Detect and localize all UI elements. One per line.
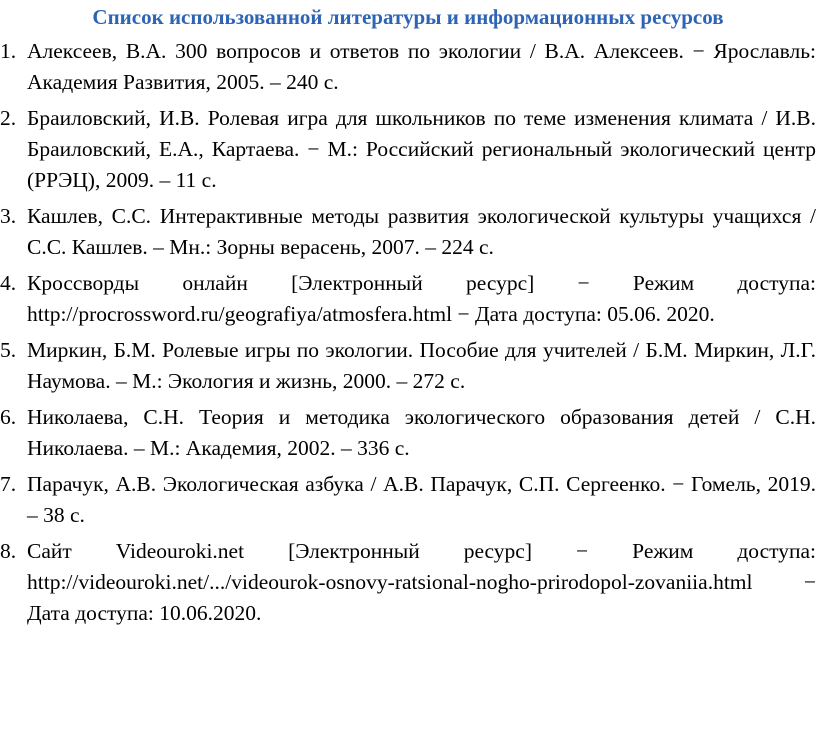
item-number: 4. bbox=[0, 271, 17, 295]
item-number: 1. bbox=[0, 39, 17, 63]
item-text: Браиловский, И.В. Ролевая игра для школьников по теме изменения климата / И.В. Браиловский, Е.А., Картаева. − М.: Российский региональный экологический центр (РРЭЦ), 2009. – 11 с. bbox=[27, 106, 816, 192]
list-item bbox=[0, 36, 816, 98]
list-item bbox=[0, 469, 816, 531]
list-item bbox=[0, 268, 816, 330]
item-text: Кашлев, С.С. Интерактивные методы развития экологической культуры учащихся / С.С. Кашлев. – Мн.: Зорны верасень, 2007. – 224 с. bbox=[27, 204, 816, 259]
item-number: 5. bbox=[0, 338, 17, 362]
item-text: Миркин, Б.М. Ролевые игры по экологии. Пособие для учителей / Б.М. Миркин, Л.Г. Наумова. – М.: Экология и жизнь, 2000. – 272 с. bbox=[27, 338, 816, 393]
list-item bbox=[0, 536, 816, 629]
item-number: 2. bbox=[0, 106, 17, 130]
reference-list bbox=[0, 36, 816, 634]
item-text: Сайт Videouroki.net [Электронный ресурс] − Режим доступа: http://videouroki.net/.../videourok-osnovy-ratsional-nogho-prirodopol-zovaniia.html − Дата доступа: 10.06.2020. bbox=[27, 539, 816, 625]
item-text: Парачук, А.В. Экологическая азбука / А.В. Парачук, С.П. Сергеенко. − Гомель, 2019. – 38 с. bbox=[27, 472, 816, 527]
item-number: 6. bbox=[0, 405, 17, 429]
item-number: 7. bbox=[0, 472, 17, 496]
list-item bbox=[0, 103, 816, 196]
page-title: Список использованной литературы и информационных ресурсов bbox=[92, 5, 724, 29]
item-text: Кроссворды онлайн [Электронный ресурс] − Режим доступа: http://procrossword.ru/geografiya/atmosfera.html − Дата доступа: 05.06. 2020. bbox=[27, 271, 816, 326]
item-number: 8. bbox=[0, 539, 17, 563]
list-item bbox=[0, 335, 816, 397]
list-item bbox=[0, 402, 816, 464]
list-item bbox=[0, 201, 816, 263]
item-text: Алексеев, В.А. 300 вопросов и ответов по экологии / В.А. Алексеев. − Ярославль: Академия Развития, 2005. – 240 с. bbox=[27, 39, 816, 94]
item-number: 3. bbox=[0, 204, 17, 228]
item-text: Николаева, С.Н. Теория и методика экологического образования детей / С.Н. Николаева. – М.: Академия, 2002. – 336 с. bbox=[27, 405, 816, 460]
